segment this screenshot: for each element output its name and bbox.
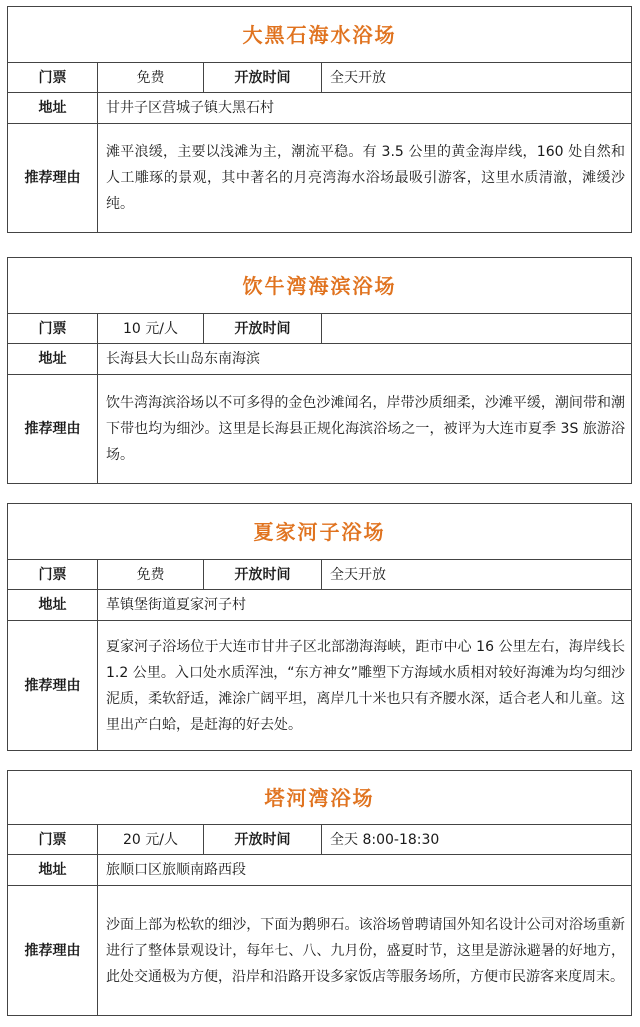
beach-card-xiajiahezi <box>7 503 632 751</box>
hours-label: 开放时间 <box>204 63 322 93</box>
reason-text: 夏家河子浴场位于大连市甘井子区北部渤海海峡，距市中心 16 公里左右，海岸线长 1.2 公里。入口处水质浑浊，“东方神女”雕塑下方海域水质相对较好海滩为均匀细沙泥质，柔软舒适，滩涂广阔平坦，离岸几十米也只有齐腰水深，适合老人和儿童。这里出产白蛤，是赶海的好去处。 <box>98 621 632 751</box>
ticket-label: 门票 <box>8 63 98 93</box>
hours-value: 全天 8:00-18:30 <box>322 825 632 855</box>
hours-label: 开放时间 <box>204 560 322 590</box>
reason-text: 滩平浪缓，主要以浅滩为主，潮流平稳。有 3.5 公里的黄金海岸线，160 处自然和人工雕琢的景观，其中著名的月亮湾海水浴场最吸引游客，这里水质清澈，滩缓沙纯。 <box>98 124 632 233</box>
address-label: 地址 <box>8 590 98 621</box>
address-label: 地址 <box>8 93 98 124</box>
beach-title: 夏家河子浴场 <box>8 504 632 560</box>
reason-label: 推荐理由 <box>8 621 98 751</box>
address-value: 旅顺口区旅顺南路西段 <box>98 855 632 886</box>
hours-label: 开放时间 <box>204 825 322 855</box>
ticket-label: 门票 <box>8 825 98 855</box>
reason-text: 饮牛湾海滨浴场以不可多得的金色沙滩闻名，岸带沙质细柔，沙滩平缓，潮间带和潮下带也均为细沙。这里是长海县正规化海滨浴场之一，被评为大连市夏季 3S 旅游浴场。 <box>98 375 632 484</box>
beach-card-yinniu <box>7 257 632 484</box>
ticket-value: 20 元/人 <box>98 825 204 855</box>
hours-label: 开放时间 <box>204 314 322 344</box>
ticket-label: 门票 <box>8 314 98 344</box>
address-label: 地址 <box>8 855 98 886</box>
hours-value: 全天开放 <box>322 560 632 590</box>
beach-title: 塔河湾浴场 <box>8 771 632 825</box>
hours-value: 全天开放 <box>322 63 632 93</box>
address-value: 长海县大长山岛东南海滨 <box>98 344 632 375</box>
reason-label: 推荐理由 <box>8 124 98 233</box>
reason-label: 推荐理由 <box>8 886 98 1016</box>
ticket-value: 10 元/人 <box>98 314 204 344</box>
hours-value <box>322 314 632 344</box>
reason-text: 沙面上部为松软的细沙，下面为鹅卵石。该浴场曾聘请国外知名设计公司对浴场重新进行了整体景观设计，每年七、八、九月份，盛夏时节，这里是游泳避暑的好地方，此处交通极为方便，沿岸和沿路开设多家饭店等服务场所，方便市民游客来度周末。 <box>98 886 632 1016</box>
address-value: 革镇堡街道夏家河子村 <box>98 590 632 621</box>
beach-title: 饮牛湾海滨浴场 <box>8 258 632 314</box>
beach-title: 大黑石海水浴场 <box>8 7 632 63</box>
beach-card-dahei <box>7 6 632 233</box>
ticket-value: 免费 <box>98 63 204 93</box>
address-value: 甘井子区营城子镇大黑石村 <box>98 93 632 124</box>
beach-card-tahewan <box>7 770 632 1016</box>
reason-label: 推荐理由 <box>8 375 98 484</box>
address-label: 地址 <box>8 344 98 375</box>
ticket-value: 免费 <box>98 560 204 590</box>
ticket-label: 门票 <box>8 560 98 590</box>
